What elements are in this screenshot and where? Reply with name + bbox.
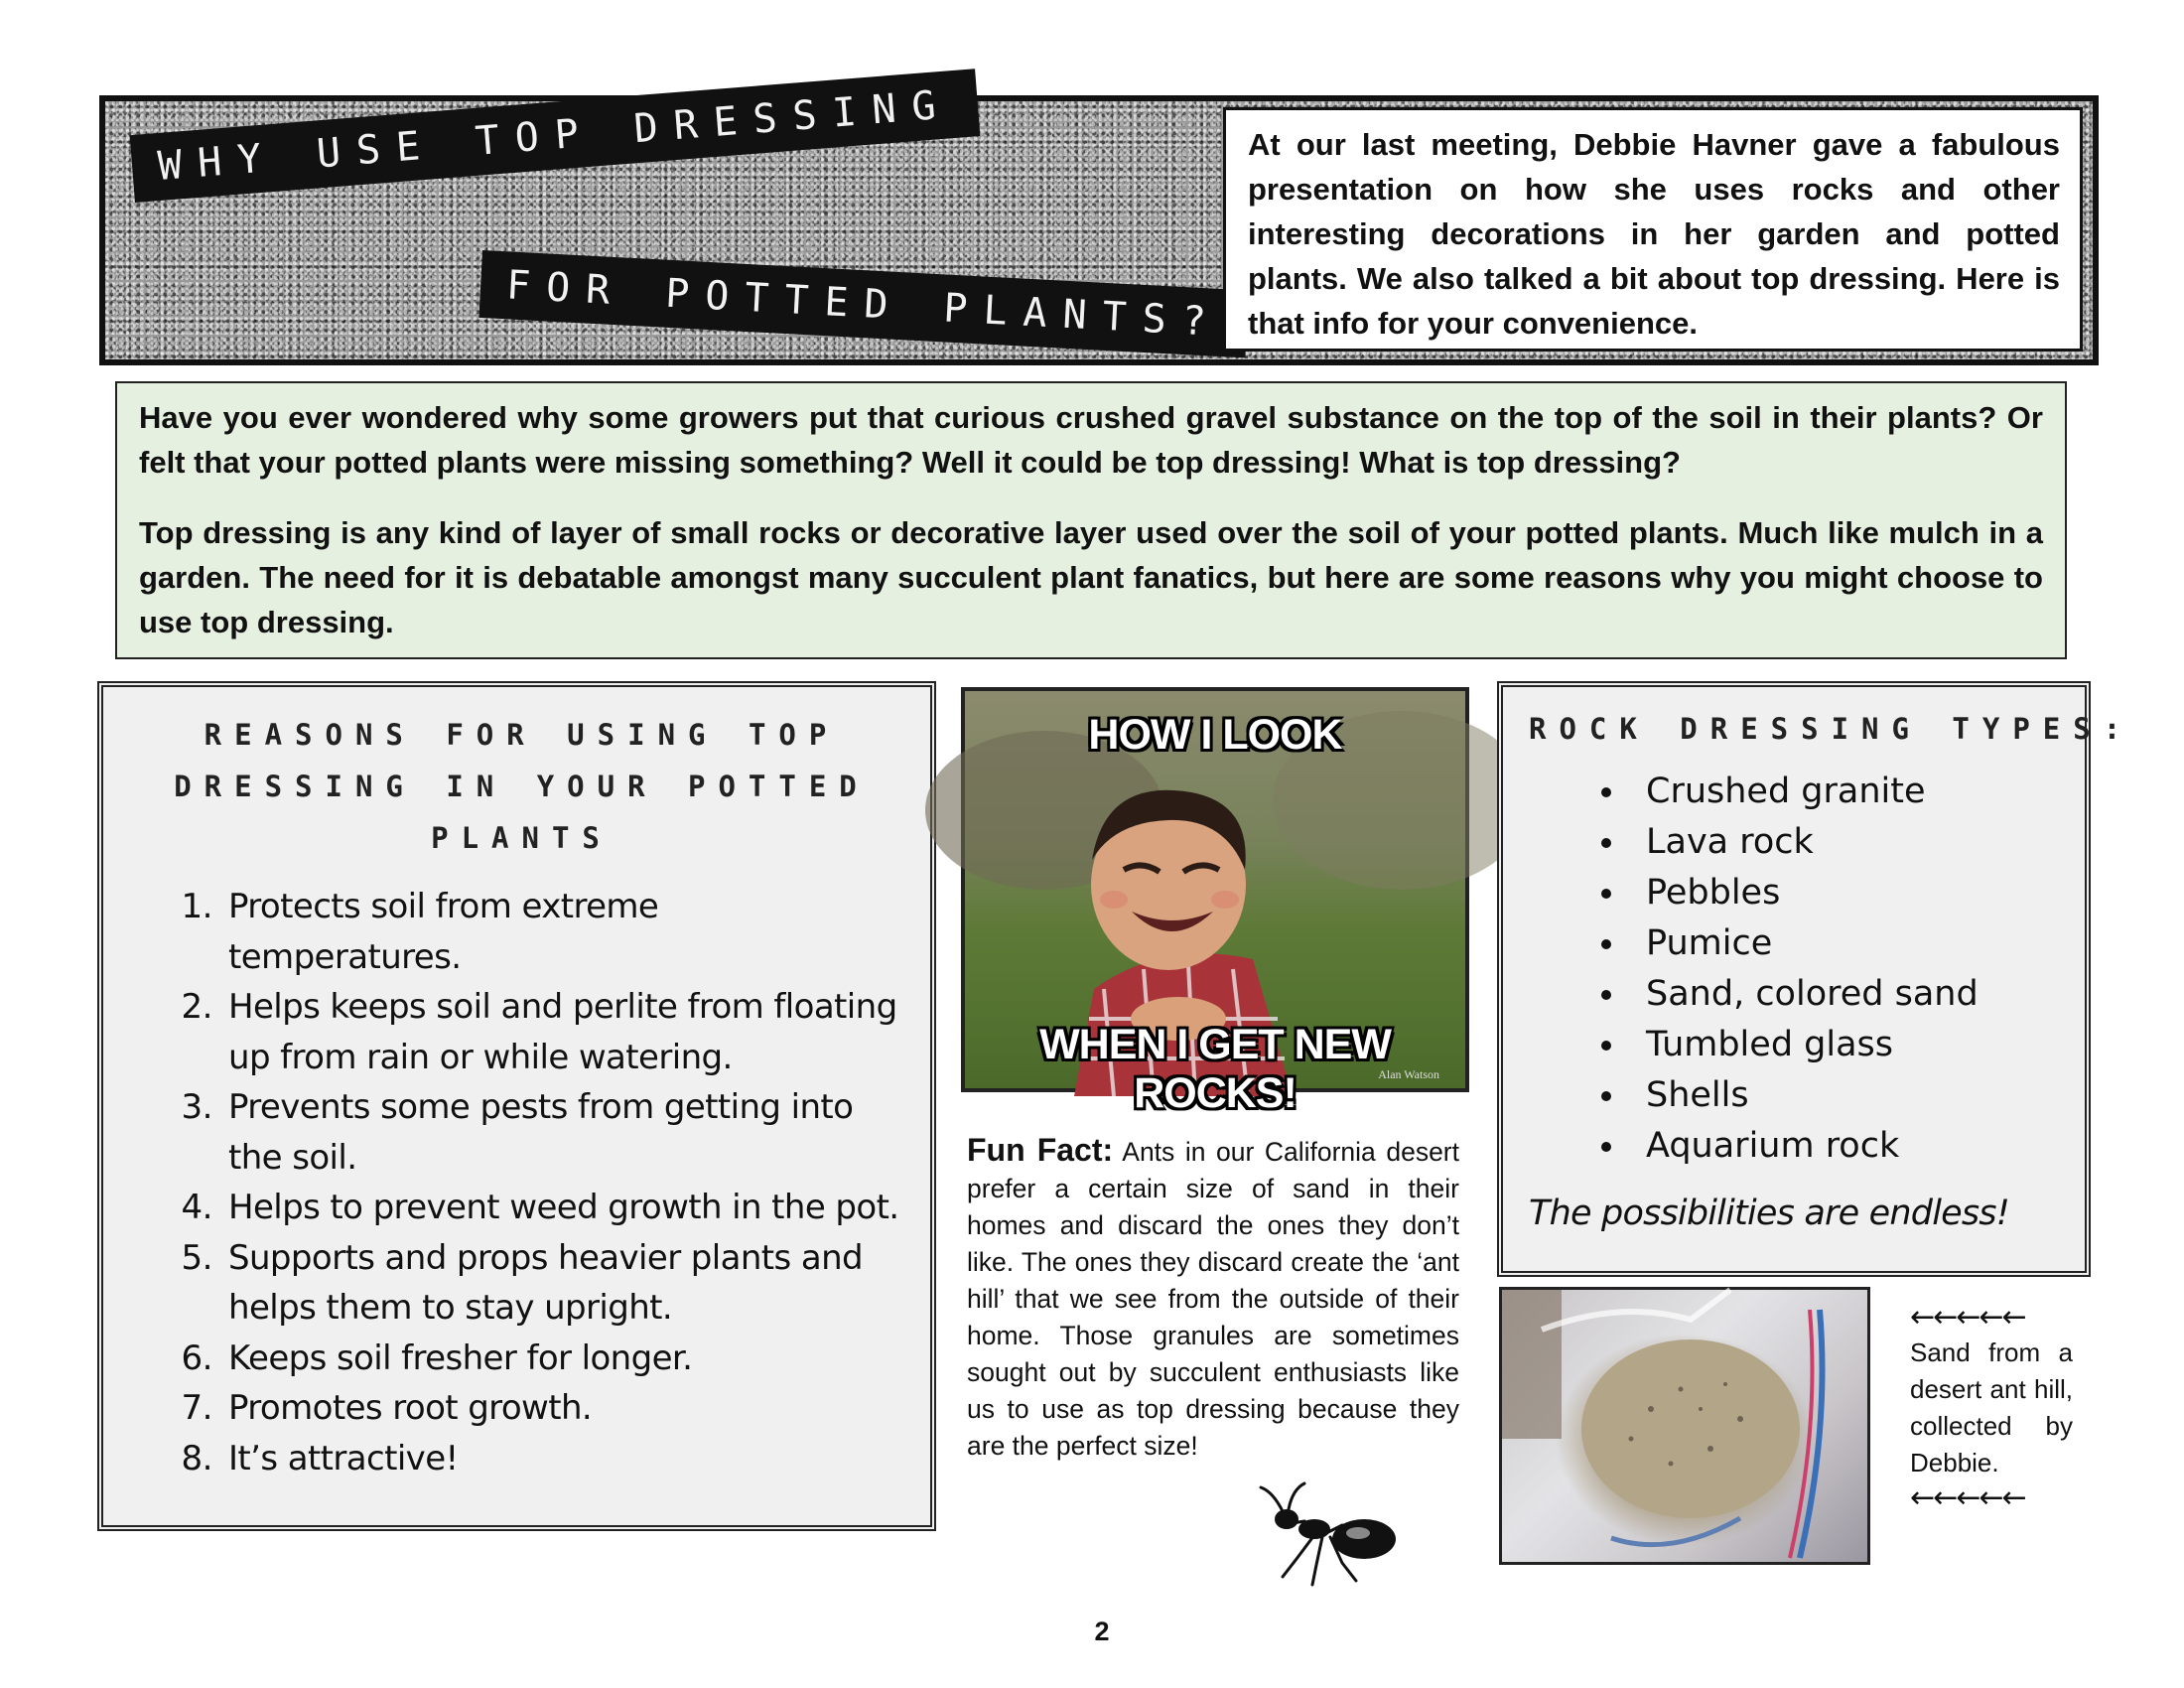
intro-paragraph-2: Top dressing is any kind of layer of small rocks or decorative layer used over the soil of your potted plants. Much like mulch in a garden. The need for it is debatable amongst many succulent plant fanatics, but here are some reasons why you might choose to use top dressing. — [139, 515, 2043, 639]
list-item: 8. It’s attractive! — [222, 1434, 900, 1484]
reasons-list — [143, 882, 900, 1483]
list-item: 4. Helps to prevent weed growth in the pot. — [222, 1183, 900, 1233]
meme-bottom-text: WHEN I GET NEW ROCKS! — [1039, 1021, 1391, 1117]
list-item: • Crushed granite — [1628, 767, 2061, 817]
meme-credit: Alan Watson — [1378, 1067, 1439, 1081]
list-item: 6. Keeps soil fresher for longer. — [222, 1334, 900, 1384]
page-number: 2 — [1094, 1617, 1110, 1646]
fun-fact — [967, 1132, 1459, 1465]
meeting-intro-text: At our last meeting, Debbie Havner gave a fabulous presentation on how she uses rocks and other interesting decorations in her garden and potted plants. We also talked a bit about top dressing. Here is that info for your convenience. — [1223, 107, 2083, 352]
arrows-left-icon: ←←←←← — [1910, 1300, 2025, 1335]
rock-types-tagline: The possibilities are endless! — [1529, 1194, 2009, 1233]
sand-photo-caption — [1910, 1301, 2073, 1515]
list-item: • Aquarium rock — [1628, 1121, 2061, 1172]
title-line-1: WHY USE TOP DRESSING — [130, 69, 980, 203]
rock-types-panel — [1497, 681, 2134, 1277]
list-item: 1. Protects soil from extreme temperatures. — [222, 882, 900, 982]
list-item: • Lava rock — [1628, 817, 2061, 868]
list-item: 3. Prevents some pests from getting into the soil. — [222, 1082, 900, 1183]
intro-paragraph-1: Have you ever wondered why some growers put that curious crushed gravel substance on the top of the soil in their plants? Or felt that your potted plants were missing something? Well it could be top dressing! What is top dressing? — [139, 400, 2043, 480]
list-item: 2. Helps keeps soil and perlite from floating up from rain or while watering. — [222, 982, 900, 1082]
meme-top-text: HOW I LOOK — [1088, 711, 1342, 759]
ant-icon — [1253, 1481, 1400, 1589]
sand-bag-illustration — [1502, 1290, 1873, 1568]
sand-bag-photo — [1499, 1287, 1870, 1565]
rock-types-heading: ROCK DRESSING TYPES: — [1529, 712, 2134, 746]
list-item: • Sand, colored sand — [1628, 969, 2061, 1020]
fun-fact-text: Ants in our California desert prefer a certain size of sand in their homes and discard the ones they don’t like. The ones they discard create the ‘ant hill’ that we see from the outside of their home. Those granules are sometimes sought out by succulent enthusiasts like us to use as top dressing because they are the perfect size! — [967, 1137, 1459, 1461]
arrows-left-icon: ←←←←← — [1910, 1480, 2025, 1515]
sand-caption-text: Sand from a desert ant hill, collected by Debbie. — [1910, 1337, 2073, 1477]
rock-types-list — [1529, 767, 2061, 1172]
list-item: • Pumice — [1628, 918, 2061, 969]
reasons-panel — [97, 681, 936, 1531]
meme-image — [961, 687, 1469, 1117]
fun-fact-label: Fun Fact: — [967, 1132, 1114, 1168]
list-item: • Pebbles — [1628, 868, 2061, 918]
reasons-heading: REASONS FOR USING TOP DRESSING IN YOUR POTTED PLANTS — [174, 718, 870, 855]
list-item: • Tumbled glass — [1628, 1020, 2061, 1070]
intro-panel — [115, 381, 2067, 659]
title-line-2: FOR POTTED PLANTS? — [478, 250, 1249, 357]
list-item: 5. Supports and props heavier plants and helps them to stay upright. — [222, 1233, 900, 1334]
list-item: • Shells — [1628, 1070, 2061, 1121]
list-item: 7. Promotes root growth. — [222, 1383, 900, 1434]
